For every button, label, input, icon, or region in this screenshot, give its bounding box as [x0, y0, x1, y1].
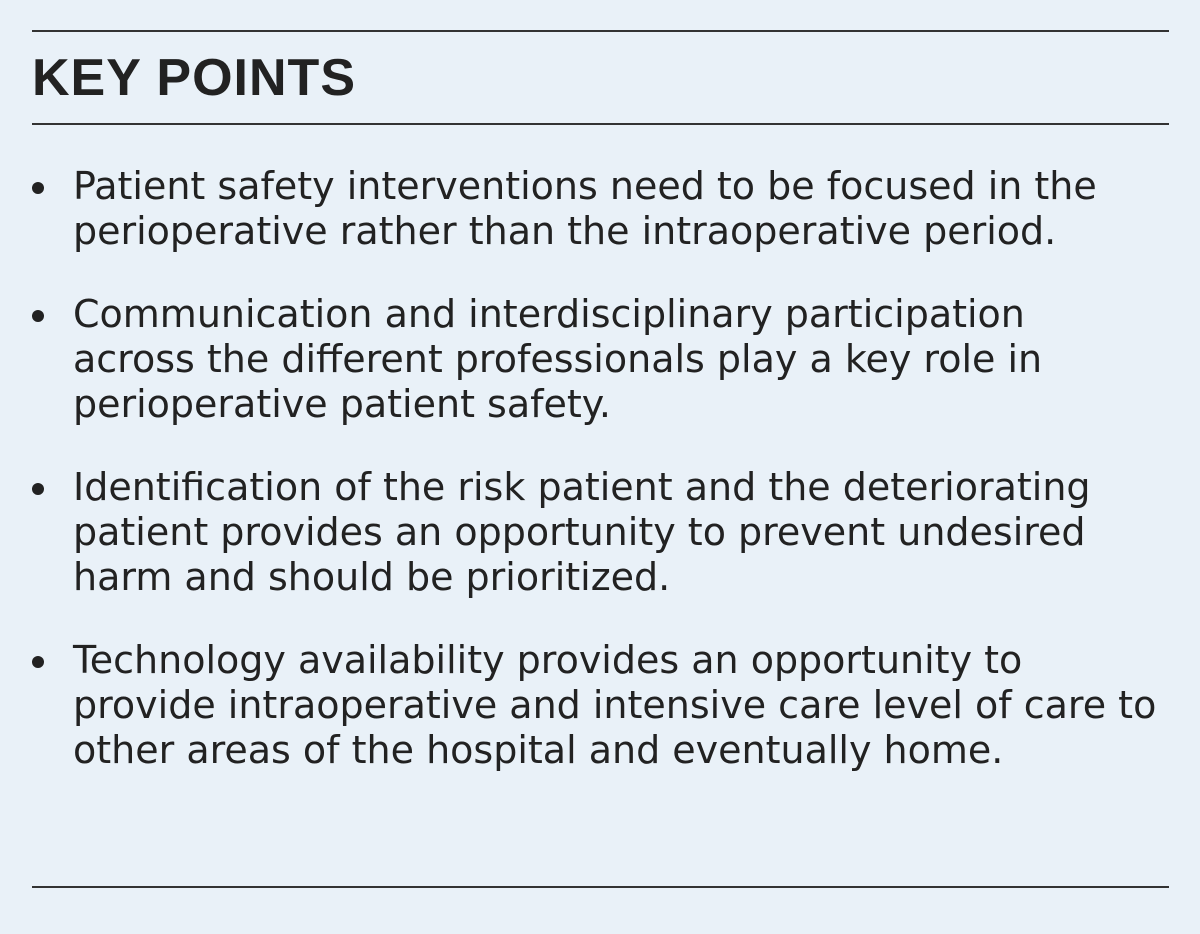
key-point-item — [32, 292, 1157, 427]
bullet-icon — [32, 483, 44, 495]
top-divider — [32, 30, 1169, 32]
title-divider — [32, 123, 1169, 125]
key-point-text: Identification of the risk patient and the deteriorating patient provides an opportunity to prevent undesired harm and should be prioritized. — [73, 465, 1091, 599]
bullet-icon — [32, 310, 44, 322]
key-points-title: KEY POINTS — [32, 49, 357, 107]
key-point-item — [32, 164, 1157, 254]
key-point-text: Communication and interdisciplinary participation across the different professionals play a key role in perioperative patient safety. — [73, 292, 1043, 426]
key-point-text: Technology availability provides an opportunity to provide intraoperative and intensive care level of care to other areas of the hospital and eventually home. — [73, 638, 1157, 772]
bullet-icon — [32, 656, 44, 668]
key-point-item — [32, 465, 1157, 600]
bullet-icon — [32, 182, 44, 194]
key-points-box — [32, 30, 1169, 888]
key-points-list — [32, 164, 1157, 811]
key-point-item — [32, 638, 1157, 773]
key-point-text: Patient safety interventions need to be focused in the perioperative rather than the intraoperative period. — [73, 164, 1097, 253]
bottom-divider — [32, 886, 1169, 888]
